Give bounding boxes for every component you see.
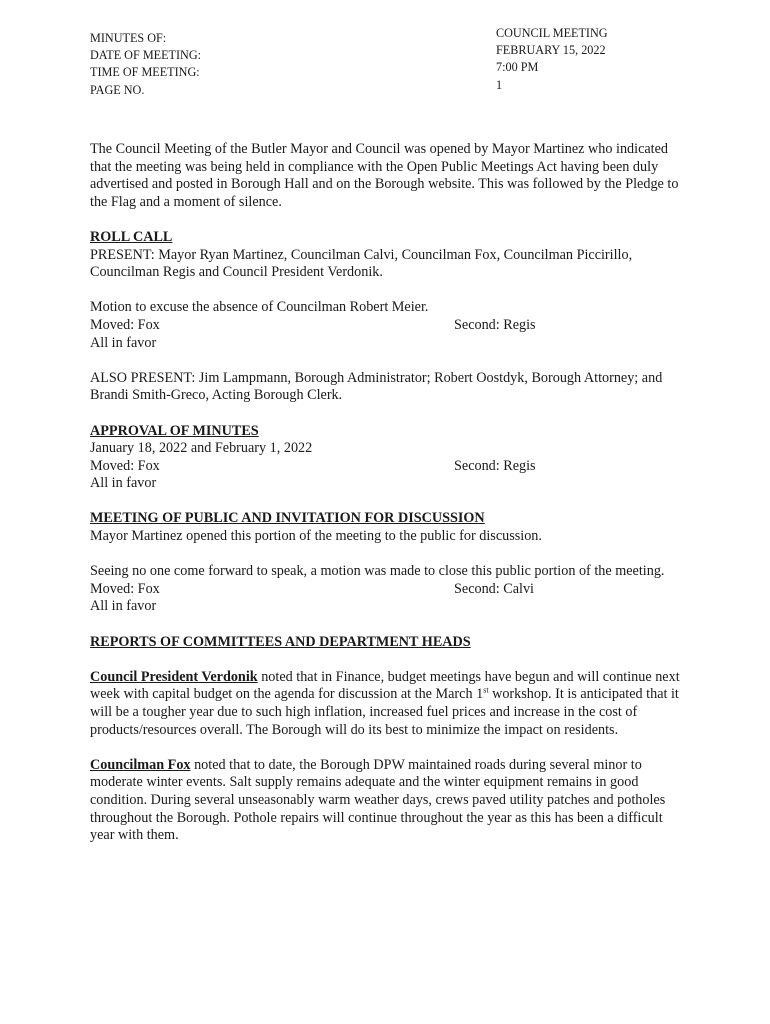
header-value-page: 1 xyxy=(496,77,503,92)
roll-call-present: PRESENT: Mayor Ryan Martinez, Councilman Calvi, Councilman Fox, Councilman Piccirillo, Councilman Regis and Council President Verdonik. xyxy=(90,246,633,281)
excuse-motion: Motion to excuse the absence of Councilman Robert Meier. xyxy=(90,299,429,316)
vote-result: All in favor xyxy=(90,334,157,351)
public-vote xyxy=(90,581,682,599)
header-label-page: PAGE NO. xyxy=(90,82,145,97)
moved-by: Moved: Fox xyxy=(90,580,160,597)
report-fox-text: noted that to date, the Borough DPW maintained roads during several minor to moderate winter events. Salt supply remains adequate and the winter equipment remains in good condition. During several unseasonably warm weather days, crews paved utility patches and potholes throughout the Borough. Pothole repairs will continue throughout the year as this has been a difficult year with them. xyxy=(90,756,666,844)
moved-by: Moved: Fox xyxy=(90,457,160,474)
header-labels xyxy=(90,30,201,99)
report-verdonik-text-a: noted that in Finance, budget meetings have begun and will continue next week with capital budget on the agenda for discussion at the March 1 xyxy=(90,668,680,703)
also-present: ALSO PRESENT: Jim Lampmann, Borough Administrator; Robert Oostdyk, Borough Attorney; and Brandi Smith-Greco, Acting Borough Clerk. xyxy=(90,369,663,404)
header-values xyxy=(496,25,608,94)
report-verdonik-name: Council President Verdonik xyxy=(90,668,258,685)
seconded-by: Second: Calvi xyxy=(454,580,534,597)
report-verdonik-text-b: workshop. It is anticipated that it will be a tougher year due to such high inflation, increased fuel prices and increase in the cost of products/resources overall. The Borough will do its best to minimize the impact on residents. xyxy=(90,686,679,738)
minutes-body xyxy=(90,141,682,845)
moved-by: Moved: Fox xyxy=(90,316,160,333)
approval-heading: APPROVAL OF MINUTES xyxy=(90,422,259,439)
header-label-date: DATE OF MEETING: xyxy=(90,48,202,63)
report-fox-name: Councilman Fox xyxy=(90,756,191,773)
public-heading: MEETING OF PUBLIC AND INVITATION FOR DISCUSSION xyxy=(90,510,485,527)
intro-paragraph: The Council Meeting of the Butler Mayor and Council was opened by Mayor Martinez who indicated that the meeting was being held in compliance with the Open Public Meetings Act having been duly advertised and posted in Borough Hall and on the Borough website. This was followed by the Pledge to the Flag and a moment of silence. xyxy=(90,141,679,210)
excuse-motion-vote xyxy=(90,317,682,335)
vote-result: All in favor xyxy=(90,598,157,615)
report-verdonik-sup: st xyxy=(483,685,489,695)
header-label-time: TIME OF MEETING: xyxy=(90,65,200,80)
report-verdonik xyxy=(90,669,682,739)
header-value-date: FEBRUARY 15, 2022 xyxy=(496,43,606,58)
roll-call-heading: ROLL CALL xyxy=(90,228,173,245)
header-value-minutes-of: COUNCIL MEETING xyxy=(496,26,608,40)
approval-dates: January 18, 2022 and February 1, 2022 xyxy=(90,440,313,457)
seconded-by: Second: Regis xyxy=(454,457,536,474)
public-opened: Mayor Martinez opened this portion of the meeting to the public for discussion. xyxy=(90,528,542,545)
vote-result: All in favor xyxy=(90,475,157,492)
header-value-time: 7:00 PM xyxy=(496,60,539,75)
header-label-minutes-of: MINUTES OF: xyxy=(90,31,167,45)
report-fox xyxy=(90,757,682,845)
approval-vote xyxy=(90,458,682,476)
reports-heading: REPORTS OF COMMITTEES AND DEPARTMENT HEADS xyxy=(90,633,471,650)
seconded-by: Second: Regis xyxy=(454,316,536,333)
public-closed: Seeing no one come forward to speak, a motion was made to close this public portion of the meeting. xyxy=(90,563,665,580)
